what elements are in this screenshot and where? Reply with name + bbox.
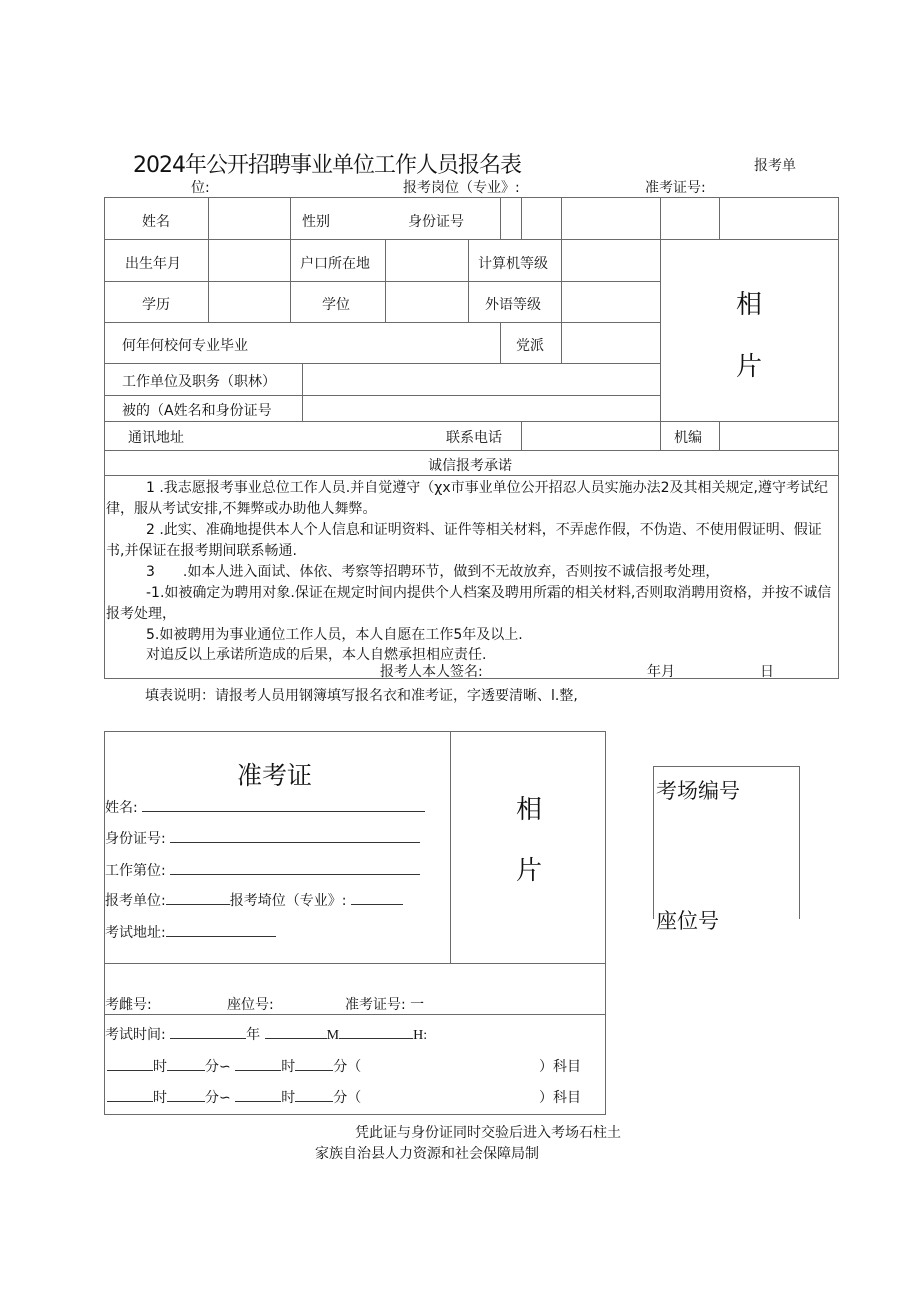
room-code-label: 考场编号 [656, 779, 740, 803]
minute-label: 分 [205, 1059, 219, 1075]
vline [719, 421, 720, 450]
pledge-item-5: 5.如被聘用为事业通位工作人员，本人自愿在工作5年及以上. [146, 627, 523, 643]
label-name: 姓名 [142, 214, 170, 230]
hline [104, 322, 661, 323]
label-hukou: 户口所在地 [300, 256, 370, 272]
blank [107, 1056, 153, 1071]
subject-label: ）科目 [539, 1059, 581, 1075]
blank [265, 1024, 327, 1039]
label-phone: 联系电话 [446, 430, 502, 446]
vline [290, 197, 291, 323]
signature-label: 报考人本人签名: [380, 664, 483, 680]
ticket-title: 准考证 [237, 761, 313, 790]
label-gender: 性别 [302, 214, 330, 230]
ticket-address-label: 考试地址: [105, 925, 166, 941]
vline [385, 239, 386, 323]
blank [295, 1056, 333, 1071]
label-work-unit: 工作单位及职务（职林） [122, 374, 276, 390]
hline [104, 475, 839, 476]
blank [295, 1087, 333, 1102]
seat-no-label: 座位号: [227, 997, 274, 1013]
year-label: 年 [246, 1027, 261, 1043]
blank [235, 1087, 281, 1102]
blank [107, 1087, 153, 1102]
room-no-label: 考雌号: [105, 997, 152, 1013]
exam-time-row [105, 1024, 427, 1044]
label-address: 通讯地址 [128, 430, 184, 446]
label-degree: 学位 [322, 297, 350, 313]
vline [561, 197, 562, 363]
vline [521, 197, 522, 239]
label-mobile: 机编 [674, 430, 702, 446]
hline [104, 450, 839, 451]
exam-session-row-1 [107, 1056, 587, 1076]
blank [170, 1024, 246, 1039]
ticket-name-label: 姓名: [105, 800, 138, 816]
fill-instruction: 填表说明：请报考人员用钢簿填写报名衣和准考证，字透要清晰、l.整, [145, 688, 578, 704]
minute-label: 分 [205, 1090, 219, 1106]
ticket-address-field [105, 922, 276, 942]
label-computer-level: 计算机等级 [478, 256, 548, 272]
label-spouse: 被的（A姓名和身份证号 [122, 403, 272, 419]
hour-label: 时 [281, 1090, 296, 1106]
unit-label-part2: 位: [191, 180, 210, 196]
ticket-id-blank [170, 828, 420, 843]
vline [208, 197, 209, 323]
ticket-label: 准考证号: [645, 180, 706, 196]
hour-label: 时 [281, 1059, 296, 1075]
blank [235, 1056, 281, 1071]
label-party: 党派 [516, 338, 544, 354]
ticket-name-field [105, 797, 425, 817]
ticket-footer-2: 家族自治县人力资源和社会保障局制 [315, 1146, 539, 1162]
signature-day: 日 [760, 664, 774, 680]
hline [104, 1014, 606, 1015]
pledge-item-3: 3 .如本人进入面试、体依、考察等招聘环节，做到不无故放弃，否则按不诚信报考处理， [146, 564, 720, 580]
ticket-work-field [105, 860, 420, 880]
subject-label: ）科目 [539, 1090, 581, 1106]
pledge-title: 诚信报考承诺 [428, 458, 512, 474]
ticket-address-blank [166, 922, 276, 937]
hour-label: 时 [153, 1090, 167, 1106]
blank [339, 1024, 413, 1039]
photo-char-1: 相 [736, 290, 763, 320]
ticket-footer-1: 凭此证与身份证同时交验后进入考场石柱土 [355, 1125, 621, 1141]
unit-label-part1: 报考单 [754, 158, 796, 174]
exam-session-row-2 [107, 1087, 587, 1107]
vline [521, 421, 522, 450]
signature-year-month: 年月 [647, 664, 675, 680]
ticket-work-label: 工作第位: [105, 863, 166, 879]
ticket-id-field [105, 828, 420, 848]
paren-open: （ [347, 1059, 362, 1075]
pledge-item-2: 2 .此实、准确地提供本人个人信息和证明资料、证件等相关材料，不弄虑作假，不伪造、不使用假证明、假证书,并保证在报考期间联系畅通. [106, 522, 822, 559]
minute-label: 分 [333, 1090, 348, 1106]
pledge-item-6: 对追反以上承诺所造成的后果，本人自燃承担相应责任. [146, 647, 487, 663]
label-education: 学历 [142, 297, 170, 313]
label-language-level: 外语等级 [485, 297, 541, 313]
seat-card [653, 766, 800, 933]
seat-label: 座位号 [656, 909, 719, 933]
minute-label: 分 [333, 1059, 348, 1075]
post-label: 报考岗位（专业》: [403, 180, 520, 196]
ticket-photo-char-1: 相 [516, 795, 543, 825]
vline [500, 322, 501, 363]
hline [104, 239, 839, 240]
ticket-apply-post-label: 报考埼位（专业》: [229, 893, 347, 909]
tilde: ∽ [219, 1059, 231, 1075]
vline [450, 731, 451, 964]
photo-char-2: 片 [736, 352, 763, 382]
hline [104, 281, 661, 282]
hline [104, 395, 661, 396]
ticket-id-label: 身份证号: [105, 831, 166, 847]
vline [500, 197, 501, 239]
hline [104, 963, 606, 964]
ticket-apply-unit-label: 报考单位: [105, 893, 166, 909]
month-label: M [326, 1028, 340, 1043]
pledge-item-1: 1 .我志愿报考事业总位工作人员.并自觉遵守（χx市事业单位公开招忍人员实施办法2及其相关规定,遵守考试纪律，服从考试安排,不舞弊或办助他人舞弊。 [106, 480, 828, 517]
hline [104, 363, 661, 364]
label-birth: 出生年月 [125, 256, 181, 272]
hline [104, 421, 839, 422]
ticket-apply-unit-blank [166, 890, 230, 905]
page-title: 2024年公开招聘事业单位工作人员报名表 [133, 153, 521, 178]
tilde: ∽ [219, 1090, 231, 1106]
exam-time-label: 考试时间: [105, 1027, 166, 1043]
vline [719, 197, 720, 239]
paren-open: （ [347, 1090, 362, 1106]
ticket-photo-char-2: 片 [516, 856, 543, 886]
ticket-no-label: 准考证号: 一 [345, 997, 425, 1013]
hour-label: 时 [153, 1059, 167, 1075]
day-label: H: [413, 1028, 428, 1043]
ticket-work-blank [170, 860, 420, 875]
ticket-apply-field [105, 890, 403, 910]
vline [660, 197, 661, 450]
blank [167, 1056, 205, 1071]
blank [167, 1087, 205, 1102]
label-graduation: 何年何校何专业毕业 [122, 338, 248, 354]
vline [468, 239, 469, 323]
pledge-item-4: -1.如被确定为聘用对象.保证在规定时间内提供个人档案及聘用所霜的相关材料,否则取消聘用资格，并按不诚信报考处理， [106, 585, 832, 622]
ticket-apply-post-blank [351, 890, 403, 905]
ticket-name-blank [142, 797, 425, 812]
label-id-number: 身份证号 [408, 214, 464, 230]
vline [302, 363, 303, 421]
